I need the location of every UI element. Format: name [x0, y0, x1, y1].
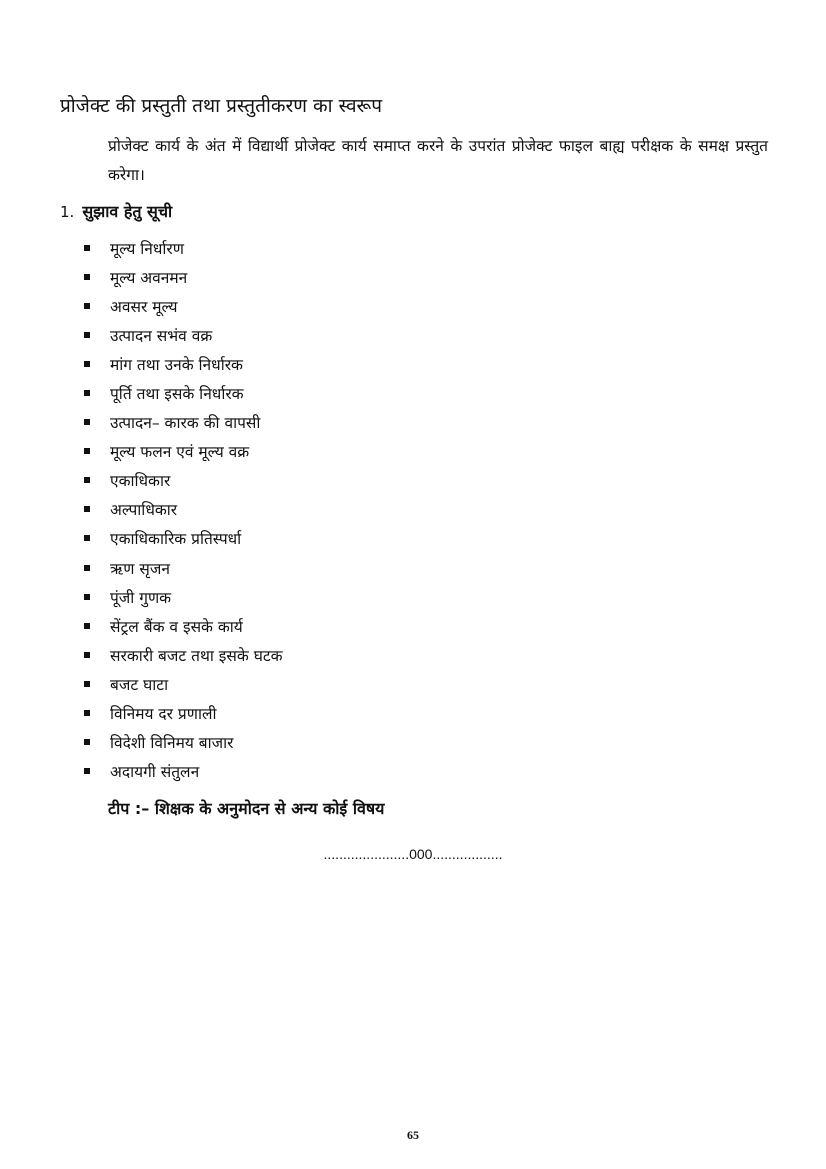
list-item-text: ऋण सृजन — [110, 559, 170, 578]
bullet-icon — [84, 245, 90, 251]
list-item — [84, 642, 283, 671]
bullet-icon — [84, 419, 90, 425]
bullet-icon — [84, 274, 90, 280]
list-item-text: विदेशी विनिमय बाजार — [110, 733, 234, 752]
list-item-text: मूल्य अवनमन — [110, 269, 188, 288]
bullet-icon — [84, 506, 90, 512]
list-item — [84, 525, 283, 554]
list-item-text: मांग तथा उनके निर्धारक — [110, 356, 243, 375]
bullet-icon — [84, 303, 90, 309]
list-item — [84, 555, 283, 584]
bullet-icon — [84, 739, 90, 745]
suggestion-list — [84, 235, 283, 787]
list-item — [84, 293, 283, 322]
list-item — [84, 409, 283, 438]
section-number: 1. — [60, 203, 75, 221]
bullet-icon — [84, 681, 90, 687]
list-item — [84, 496, 283, 525]
end-marker — [0, 846, 826, 862]
list-item — [84, 758, 283, 787]
bullet-icon — [84, 710, 90, 716]
section-title: सुझाव हेतु सूची — [82, 202, 173, 221]
list-item — [84, 671, 283, 700]
list-item — [84, 700, 283, 729]
bullet-icon — [84, 390, 90, 396]
list-item — [84, 235, 283, 264]
list-item — [84, 351, 283, 380]
list-item-text: मूल्य फलन एवं मूल्य वक्र — [110, 443, 250, 462]
list-item — [84, 322, 283, 351]
list-item-text: अल्पाधिकार — [110, 501, 178, 520]
list-item — [84, 613, 283, 642]
end-marker-right-dots: .................. — [432, 846, 503, 862]
bullet-icon — [84, 448, 90, 454]
bullet-icon — [84, 652, 90, 658]
bullet-icon — [84, 332, 90, 338]
bullet-icon — [84, 594, 90, 600]
list-item-text: उत्पादन– कारक की वापसी — [110, 414, 261, 433]
list-item-text: सरकारी बजट तथा इसके घटक — [110, 646, 283, 665]
list-item-text: सेंट्रल बैंक व इसके कार्य — [110, 617, 243, 636]
list-item-text: अवसर मूल्य — [110, 298, 178, 317]
bullet-icon — [84, 477, 90, 483]
end-marker-center: 000 — [409, 846, 433, 862]
list-item — [84, 264, 283, 293]
list-item-text: पूर्ति तथा इसके निर्धारक — [110, 385, 244, 404]
list-item — [84, 729, 283, 758]
note-text: टीप :– शिक्षक के अनुमोदन से अन्य कोई विषय — [108, 799, 385, 818]
list-item-text: एकाधिकार — [110, 472, 171, 491]
page-heading: प्रोजेक्ट की प्रस्तुती तथा प्रस्तुतीकरण का स्वरूप — [60, 95, 383, 117]
bullet-icon — [84, 535, 90, 541]
list-item-text: बजट घाटा — [110, 675, 169, 694]
list-item-text: उत्पादन सभंव वक्र — [110, 327, 213, 346]
intro-paragraph: प्रोजेक्ट कार्य के अंत में विद्यार्थी प्रोजेक्ट कार्य समाप्त करने के उपरांत प्रोजेक्ट फाइल बाह्य परीक्षक के समक्ष प्रस्तुत करेगा। — [108, 137, 768, 184]
list-item-text: एकाधिकारिक प्रतिस्पर्धा — [110, 530, 242, 549]
bullet-icon — [84, 623, 90, 629]
list-item — [84, 380, 283, 409]
bullet-icon — [84, 361, 90, 367]
section-heading — [60, 200, 172, 222]
list-item — [84, 438, 283, 467]
end-marker-left-dots: ...................... — [323, 846, 410, 862]
list-item-text: विनिमय दर प्रणाली — [110, 704, 217, 723]
list-item — [84, 584, 283, 613]
bullet-icon — [84, 768, 90, 774]
list-item-text: अदायगी संतुलन — [110, 762, 200, 781]
list-item-text: पूंजी गुणक — [110, 588, 172, 607]
list-item — [84, 467, 283, 496]
list-item-text: मूल्य निर्धारण — [110, 240, 184, 258]
page-number: 65 — [407, 1128, 419, 1142]
bullet-icon — [84, 565, 90, 571]
